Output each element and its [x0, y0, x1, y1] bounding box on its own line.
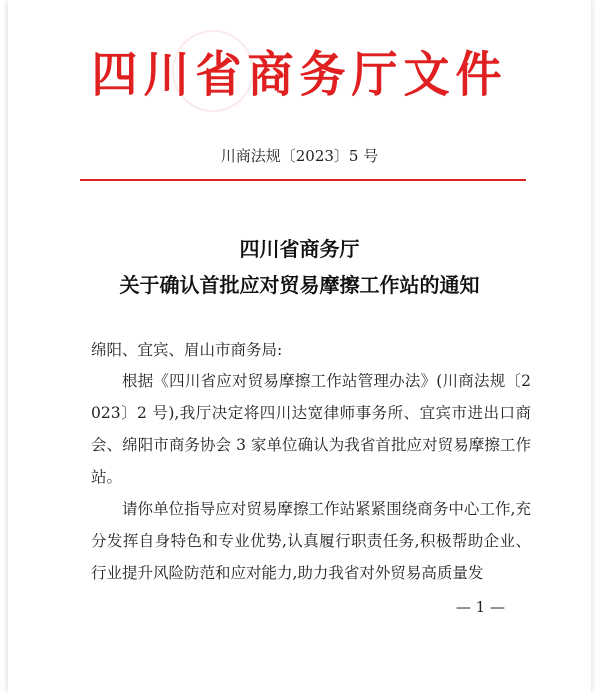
body-paragraph-1: 根据《四川省应对贸易摩擦工作站管理办法》(川商法规〔2023〕2 号),我厅决定将四川达宽律师事务所、宜宾市进出口商会、绵阳市商务协会 3 家单位确认为我省首批应对贸易摩擦工作站。: [91, 372, 531, 486]
notice-title-line-2: 关于确认首批应对贸易摩擦工作站的通知: [119, 273, 480, 297]
document-number: 川商法规〔2023〕5 号: [220, 147, 379, 165]
addressee-line: 绵阳、宜宾、眉山市商务局:: [91, 341, 283, 359]
page-number: — 1 —: [455, 598, 505, 616]
document-masthead: 四川省商务厅文件: [91, 45, 508, 103]
body-paragraph-2: 请你单位指导应对贸易摩擦工作站紧紧围绕商务中心工作,充分发挥自身特色和专业优势,认真履行职责任务,积极帮助企业、行业提升风险防范和应对能力,助力我省对外贸易高质量发: [91, 500, 531, 582]
red-divider-line: [80, 179, 526, 181]
document-page: [8, 0, 591, 692]
notice-title-line-1: 四川省商务厅: [239, 237, 360, 261]
